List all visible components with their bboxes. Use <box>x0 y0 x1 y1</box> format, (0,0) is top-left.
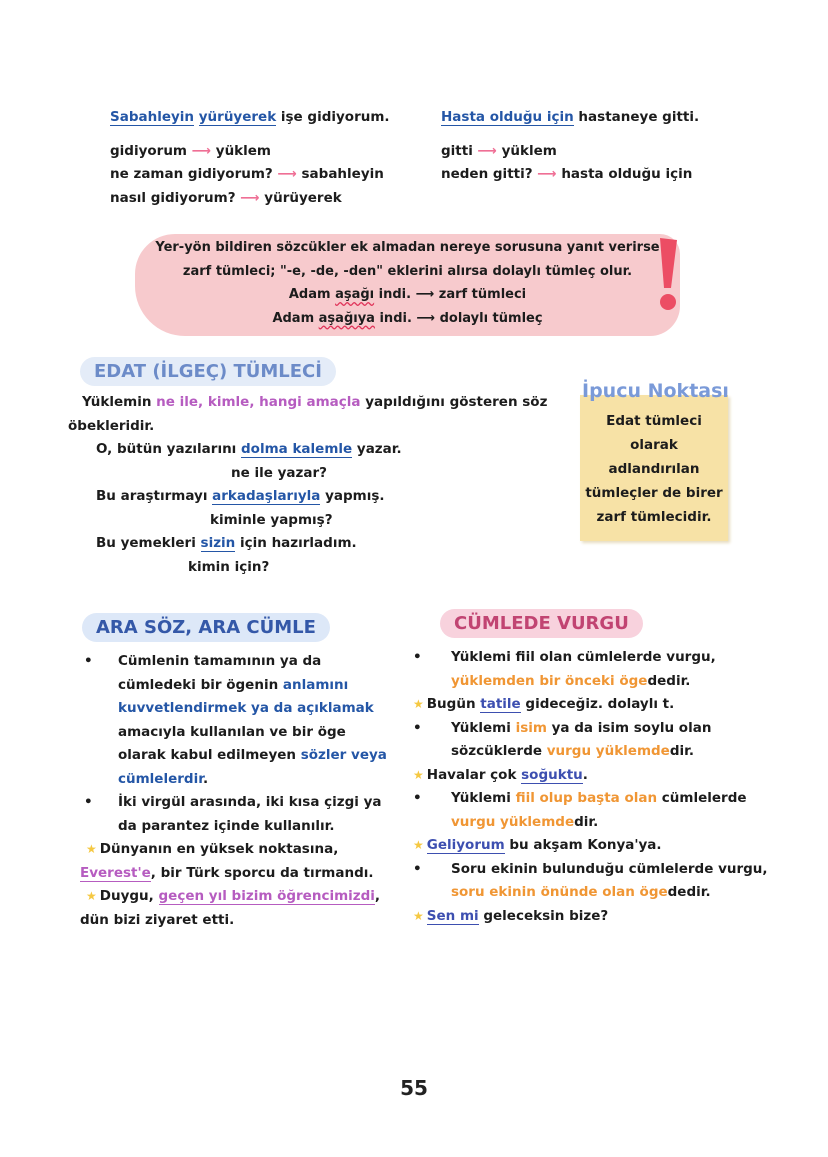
text-line <box>110 187 390 211</box>
arrow-icon: ⟶ <box>277 166 297 182</box>
text-line <box>110 106 390 130</box>
text-segment: Bu yemekleri <box>96 535 201 551</box>
text-segment: indi. ⟶ zarf tümleci <box>374 287 527 302</box>
text-segment: tümleçler de birer <box>585 485 723 501</box>
text-segment: sabahleyin <box>296 166 384 182</box>
text-segment: olarak kabul edilmeyen <box>118 747 301 763</box>
text-segment: yapıldığını gösteren söz <box>360 394 548 410</box>
highlighted-phrase: cümlelerdir <box>118 770 203 787</box>
text-segment: gidiyorum <box>110 142 192 159</box>
text-segment: . <box>202 770 209 787</box>
tip-box <box>580 395 728 541</box>
text-line <box>80 697 387 721</box>
text-segment: yazar. <box>352 441 402 457</box>
text-line <box>80 791 387 815</box>
text-line <box>413 764 768 788</box>
text-segment: olarak <box>630 437 678 453</box>
section-heading-vurgu: CÜMLEDE VURGU <box>440 609 643 638</box>
text-line <box>80 862 387 886</box>
text-line <box>135 283 680 307</box>
text-line <box>80 674 387 698</box>
text-line <box>413 881 768 905</box>
tip-text <box>580 395 728 529</box>
text-segment: Adam <box>288 287 336 302</box>
text-line <box>80 885 387 909</box>
text-line <box>68 415 568 439</box>
text-segment: ne ile yazar? <box>231 464 327 481</box>
example-adverbial-right <box>441 106 699 187</box>
text-segment: öbekleridir. <box>68 417 155 434</box>
text-segment: dedir. <box>647 672 691 689</box>
text-segment: için hazırladım. <box>235 535 357 551</box>
text-segment: gitti <box>441 142 478 159</box>
text-segment: adlandırılan <box>608 461 700 477</box>
text-line <box>413 717 768 741</box>
vurgu-body <box>413 646 768 928</box>
text-segment: Yüklemi <box>451 719 516 736</box>
text-line <box>413 693 768 717</box>
highlighted-phrase: vurgu yüklemde <box>451 813 575 830</box>
highlighted-phrase: fiil olup başta olan <box>515 790 658 806</box>
text-segment: dedir. <box>667 884 711 900</box>
text-line <box>413 740 768 764</box>
text-line <box>68 485 568 509</box>
text-segment: Yüklemi <box>451 790 516 806</box>
text-line <box>413 905 768 929</box>
section-heading-edat: EDAT (İLGEÇ) TÜMLECİ <box>80 357 336 386</box>
text-segment: , bir Türk sporcu da tırmandı. <box>150 864 374 881</box>
text-segment: İki virgül arasında, iki kısa çizgi ya <box>118 794 382 810</box>
text-segment: işe gidiyorum. <box>276 109 390 125</box>
text-segment: Duygu, <box>99 888 159 904</box>
text-line <box>580 481 728 505</box>
ara-soz-body <box>80 650 387 932</box>
highlighted-phrase: ne ile, kimle, hangi amaçla <box>156 394 361 410</box>
text-line <box>68 462 568 486</box>
highlighted-phrase: Sen mi <box>426 907 479 924</box>
edat-body <box>68 391 568 579</box>
text-segment: Havalar çok <box>426 766 522 783</box>
text-line <box>80 744 387 768</box>
text-segment: gideceğiz. dolaylı t. <box>520 696 675 712</box>
highlighted-phrase: soğuktu <box>521 766 583 783</box>
highlighted-phrase: Everest'e <box>80 864 151 881</box>
text-segment: cümlelerde <box>657 790 747 806</box>
highlighted-phrase: tatile <box>480 696 521 712</box>
text-line <box>580 505 728 529</box>
text-line <box>80 721 387 745</box>
example-adverbial-left <box>110 106 390 210</box>
text-segment: zarf tümlecidir. <box>596 509 712 525</box>
text-line <box>110 140 390 164</box>
highlighted-phrase: soru ekinin önünde olan öge <box>451 884 668 900</box>
text-segment: da parantez içinde kullanılır. <box>118 817 335 834</box>
text-line <box>580 457 728 481</box>
text-segment: Bugün <box>426 696 481 712</box>
text-line <box>68 532 568 556</box>
text-segment: O, bütün yazılarını <box>96 441 242 457</box>
page-number: 55 <box>400 1076 428 1100</box>
text-segment: geleceksin bize? <box>478 907 609 924</box>
arrow-icon: ⟶ <box>477 142 497 159</box>
text-segment: indi. ⟶ dolaylı tümleç <box>374 310 543 326</box>
highlighted-phrase: vurgu yüklemde <box>546 743 670 759</box>
highlighted-phrase: arkadaşlarıyla <box>212 488 321 504</box>
text-line <box>135 260 680 284</box>
text-line <box>80 768 387 792</box>
text-line <box>135 236 680 260</box>
text-segment: amacıyla kullanılan ve bir öge <box>118 723 346 740</box>
text-segment: Soru ekinin bulunduğu cümlelerde vurgu, <box>451 860 768 877</box>
highlighted-phrase: kuvvetlendirmek ya da açıklamak <box>118 700 374 716</box>
text-segment: hasta olduğu için <box>556 166 693 182</box>
text-segment: bu akşam Konya'ya. <box>504 837 662 853</box>
highlighted-phrase: Sabahleyin <box>110 109 195 125</box>
text-segment: yapmış. <box>320 488 385 504</box>
text-line <box>110 163 390 187</box>
text-line <box>413 670 768 694</box>
note-text <box>135 236 680 330</box>
highlighted-phrase: geçen yıl bizim öğrencimizdi <box>158 888 375 904</box>
text-segment: dir. <box>574 813 599 830</box>
highlighted-phrase: anlamını <box>282 676 349 693</box>
text-line <box>80 838 387 862</box>
text-segment: neden gitti? <box>441 166 538 182</box>
text-line <box>135 307 680 331</box>
text-segment: . <box>582 766 588 783</box>
text-segment: Cümlenin tamamının ya da <box>118 653 322 669</box>
text-line <box>68 391 568 415</box>
text-line <box>80 909 387 933</box>
text-line <box>413 787 768 811</box>
highlighted-phrase: Hasta olduğu için <box>441 109 574 125</box>
text-segment: yürüyerek <box>259 189 342 206</box>
text-line <box>580 409 728 433</box>
arrow-icon: ⟶ <box>537 166 557 182</box>
highlighted-phrase: sizin <box>200 535 236 551</box>
text-line <box>68 438 568 462</box>
text-line <box>580 433 728 457</box>
text-segment: kiminle yapmış? <box>210 511 333 528</box>
text-line <box>413 834 768 858</box>
text-segment: yüklem <box>496 142 557 159</box>
highlighted-phrase: aşağı <box>335 287 375 302</box>
text-segment: cümledeki bir ögenin <box>118 676 283 693</box>
text-line <box>441 140 699 164</box>
text-segment: ya da isim soylu olan <box>546 719 712 736</box>
exclamation-icon <box>655 236 681 314</box>
text-line <box>441 163 699 187</box>
text-segment: Dünyanın en yüksek noktasına, <box>99 841 339 857</box>
text-segment: Yüklemin <box>82 394 157 410</box>
text-line <box>413 811 768 835</box>
text-segment: ne zaman gidiyorum? <box>110 166 278 182</box>
text-segment: Adam <box>272 310 319 326</box>
text-segment: dir. <box>669 743 694 759</box>
text-segment: Yer-yön bildiren sözcükler ek almadan nereye sorusuna yanıt verirse <box>155 240 660 255</box>
text-line <box>413 646 768 670</box>
text-segment: zarf tümleci; "-e, -de, -den" eklerini alırsa dolaylı tümleç olur. <box>182 263 633 279</box>
highlighted-phrase: Geliyorum <box>426 837 505 853</box>
text-segment: kimin için? <box>188 558 270 575</box>
text-segment: nasıl gidiyorum? <box>110 189 241 206</box>
text-segment: Yüklemi fiil olan cümlelerde vurgu, <box>451 649 716 665</box>
text-segment: Edat tümleci <box>606 413 702 429</box>
text-segment: dün bizi ziyaret etti. <box>80 911 235 928</box>
text-line <box>413 858 768 882</box>
text-segment: , <box>374 888 381 904</box>
text-segment: yüklem <box>211 142 272 159</box>
text-segment: Bu araştırmayı <box>96 488 213 504</box>
highlighted-phrase: dolma kalemle <box>241 441 353 457</box>
text-line <box>80 650 387 674</box>
text-segment: sözcüklerde <box>451 743 547 759</box>
arrow-icon: ⟶ <box>240 189 260 206</box>
highlighted-phrase: yüklemden bir önceki öge <box>451 672 648 689</box>
text-line <box>441 106 699 130</box>
tip-title: İpucu Noktası <box>582 380 729 402</box>
text-line <box>68 509 568 533</box>
highlighted-phrase: aşağıya <box>318 310 375 326</box>
highlighted-phrase: yürüyerek <box>198 109 277 125</box>
text-segment: hastaneye gitti. <box>573 109 700 125</box>
text-line <box>68 556 568 580</box>
arrow-icon: ⟶ <box>191 142 212 159</box>
highlighted-phrase: sözler veya <box>300 747 387 763</box>
section-heading-ara-soz: ARA SÖZ, ARA CÜMLE <box>82 613 330 642</box>
highlighted-phrase: isim <box>515 719 547 736</box>
text-line <box>80 815 387 839</box>
